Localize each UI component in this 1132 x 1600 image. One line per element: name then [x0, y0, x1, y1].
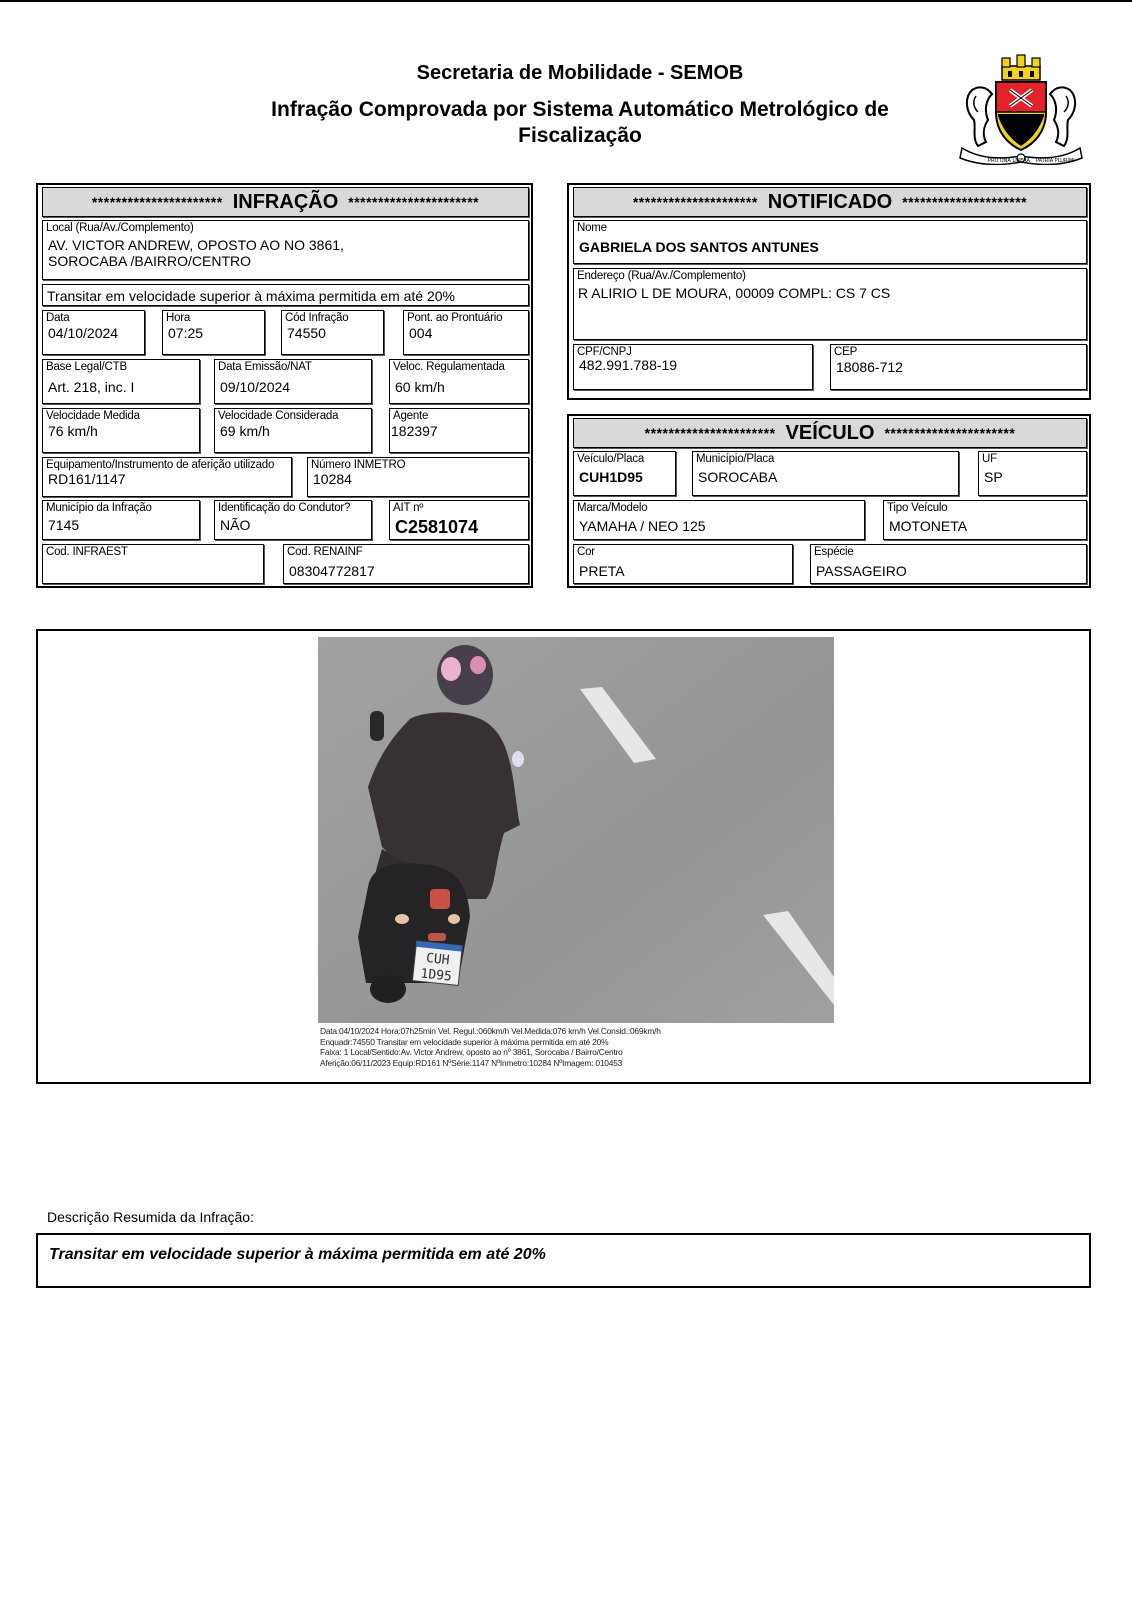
local-line2: SOROCABA /BAIRRO/CENTRO: [48, 253, 252, 269]
municipio-placa-field: Município/Placa SOROCABA: [692, 451, 959, 496]
velocidade-medida-field: Velocidade Medida 76 km/h: [42, 408, 200, 453]
descricao-resumida-text: Transitar em velocidade superior à máxima permitida em até 20%: [49, 1246, 546, 1263]
data-field: Data 04/10/2024: [42, 310, 145, 355]
marca-modelo-field: Marca/Modelo YAMAHA / NEO 125: [573, 500, 865, 540]
document-title-line2: Fiscalização: [518, 124, 642, 147]
svg-text:PRO UNA LIBERA: PRO UNA LIBERA: [988, 158, 1030, 164]
data-emissao-field: Data Emissão/NAT 09/10/2024: [214, 359, 372, 404]
pont-prontuario-field: Pont. ao Prontuário 004: [403, 310, 529, 355]
especie-field: Espécie PASSAGEIRO: [810, 544, 1087, 584]
caption-line: Faixa: 1 Local/Sentido:Av. Victor Andrew, oposto ao nº 3861, Sorocaba / Bairro/Centro: [320, 1047, 623, 1058]
caption-line: Enquadr:74550 Transitar em velocidade superior à máxima permitida em até 20%: [320, 1036, 609, 1047]
endereco-field: Endereço (Rua/Av./Complemento) R ALIRIO L DE MOURA, 00009 COMPL: CS 7 CS: [573, 268, 1087, 340]
speed-camera-photo: [318, 637, 834, 1023]
hora-field: Hora 07:25: [162, 310, 265, 355]
agency-title: Secretaria de Mobilidade - SEMOB: [416, 62, 744, 84]
cod-infracao-field: Cód Infração 74550: [281, 310, 384, 355]
tipo-veiculo-field: Tipo Veículo MOTONETA: [883, 500, 1087, 540]
svg-text:PATRIA PLURIMI: PATRIA PLURIMI: [1036, 158, 1075, 164]
veiculo-heading: ********************** VEÍCULO **********************: [573, 418, 1087, 448]
placa-field: Veículo/Placa CUH1D95: [573, 451, 676, 496]
cod-renainf-field: Cod. RENAINF 08304772817: [283, 544, 529, 584]
infracao-description-field: Transitar em velocidade superior à máxima permitida em até 20%: [42, 284, 529, 306]
notificado-heading: ********************* NOTIFICADO *********************: [573, 187, 1087, 217]
document-title-line1: Infração Comprovada por Sistema Automático Metrológico de: [271, 98, 889, 121]
cod-infraest-field: Cod. INFRAEST: [42, 544, 264, 584]
descricao-resumida-label: Descrição Resumida da Infração:: [47, 1209, 254, 1225]
ait-field: AIT nº C2581074: [389, 500, 529, 540]
infracao-heading: ********************** INFRAÇÃO **********************: [42, 187, 529, 217]
city-coat-of-arms-icon: [958, 50, 1084, 165]
uf-field: UF SP: [978, 451, 1087, 496]
descricao-resumida-box: [36, 1233, 1091, 1288]
photo-caption: [320, 1026, 840, 1068]
velocidade-considerada-field: Velocidade Considerada 69 km/h: [214, 408, 372, 453]
agente-field: Agente 182397: [389, 408, 529, 453]
cep-field: CEP 18086-712: [830, 344, 1087, 390]
cor-field: Cor PRETA: [573, 544, 793, 584]
equipamento-field: Equipamento/Instrumento de aferição utilizado RD161/1147: [42, 457, 292, 497]
veloc-regulamentada-field: Veloc. Regulamentada 60 km/h: [389, 359, 529, 404]
caption-line: Aferição:06/11/2023 Equip:RD161 NºSérie:1147 NºInmetro:10284 NºImagem: 010453: [320, 1057, 623, 1068]
nome-field: Nome GABRIELA DOS SANTOS ANTUNES: [573, 220, 1087, 264]
municipio-infracao-field: Município da Infração 7145: [42, 500, 200, 540]
identificacao-condutor-field: Identificação do Condutor? NÃO: [214, 500, 372, 540]
cpf-cnpj-field: CPF/CNPJ 482.991.788-19: [573, 344, 813, 390]
svg-text:1D95: 1D95: [419, 966, 453, 985]
local-line1: AV. VICTOR ANDREW, OPOSTO AO NO 3861,: [48, 237, 344, 253]
svg-text:CUH: CUH: [425, 950, 451, 969]
base-legal-field: Base Legal/CTB Art. 218, inc. I: [42, 359, 200, 404]
ait-number: C2581074: [395, 517, 479, 537]
notificado-nome: GABRIELA DOS SANTOS ANTUNES: [579, 239, 819, 255]
top-rule: [0, 0, 1132, 2]
local-field: Local (Rua/Av./Complemento) AV. VICTOR ANDREW, OPOSTO AO NO 3861, SOROCABA /BAIRRO/CENTRO: [42, 220, 529, 280]
numero-inmetro-field: Número INMETRO 10284: [307, 457, 529, 497]
caption-line: Data:04/10/2024 Hora:07h25min Vel. Regul.:060km/h Vel.Medida:076 km/h Vel.Consid.:069km/h: [320, 1026, 661, 1036]
document-title: [230, 97, 930, 149]
